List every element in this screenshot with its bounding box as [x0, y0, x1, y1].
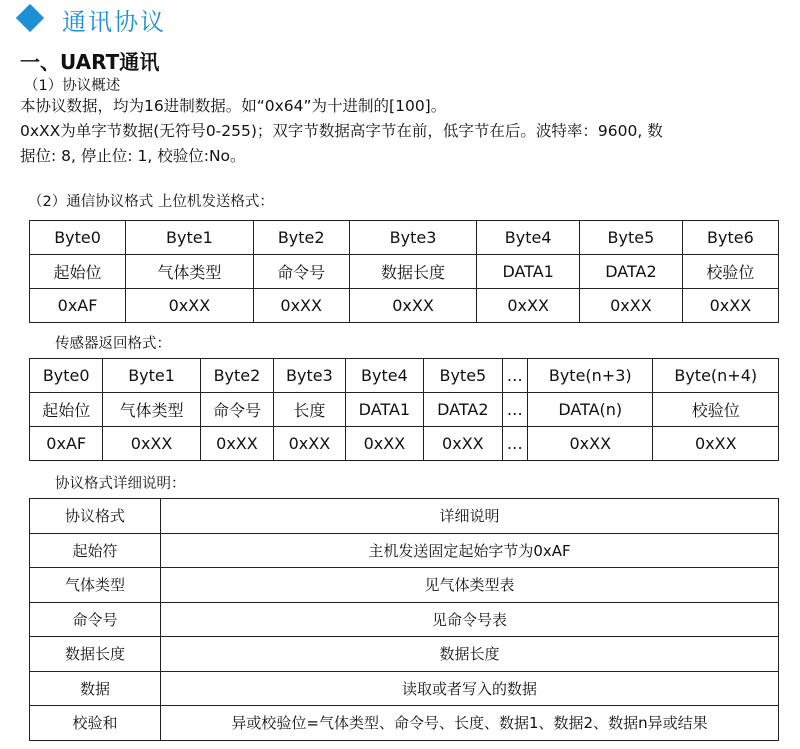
- table-cell: 起始位: [30, 393, 103, 427]
- table-cell: 数据: [30, 671, 161, 706]
- diamond-icon: [16, 4, 44, 32]
- table-cell: 0xXX: [200, 427, 273, 461]
- table-cell: Byte(n+4): [653, 359, 779, 393]
- table-cell: 气体类型: [30, 568, 161, 603]
- table-cell: Byte1: [126, 221, 254, 255]
- table-cell: 0xXX: [349, 289, 477, 323]
- table-cell: Byte4: [345, 359, 423, 393]
- send-format-table: [29, 220, 779, 323]
- table-cell: 0xXX: [253, 289, 349, 323]
- table-cell: Byte5: [424, 359, 502, 393]
- table-cell: 命令号: [253, 255, 349, 289]
- section-heading: 一、UART通讯: [20, 50, 160, 74]
- table-cell: 命令号: [30, 602, 161, 637]
- table-row: [30, 221, 779, 255]
- table-cell: 0xXX: [580, 289, 683, 323]
- table-cell: 0xXX: [345, 427, 423, 461]
- table-row: [30, 255, 779, 289]
- table-cell: 读取或者写入的数据: [161, 671, 779, 706]
- table-cell: DATA2: [424, 393, 502, 427]
- table-cell: DATA1: [345, 393, 423, 427]
- table-cell: 0xXX: [528, 427, 653, 461]
- table-cell: DATA(n): [528, 393, 653, 427]
- table-cell: 气体类型: [126, 255, 254, 289]
- table-cell: Byte0: [30, 359, 103, 393]
- return-format-heading: 传感器返回格式：: [55, 336, 171, 352]
- table-row: [30, 637, 779, 672]
- table-cell: 数据长度: [349, 255, 477, 289]
- overview-line-1: 本协议数据，均为16进制数据。如“0x64”为十进制的[100]。: [20, 97, 447, 115]
- table-row: [30, 602, 779, 637]
- table-row: [30, 427, 779, 461]
- page-title: 通讯协议: [62, 8, 166, 36]
- table-cell: …: [502, 393, 527, 427]
- table-cell: 命令号: [200, 393, 273, 427]
- table-cell: 数据长度: [161, 637, 779, 672]
- table-cell: 见气体类型表: [161, 568, 779, 603]
- return-format-table: [29, 358, 779, 461]
- table-row: [30, 706, 779, 741]
- table-cell: …: [502, 427, 527, 461]
- table-row: [30, 499, 779, 534]
- table-cell: Byte0: [30, 221, 126, 255]
- format-heading: （2）通信协议格式 上位机发送格式：: [28, 194, 274, 210]
- table-cell: 校验位: [653, 393, 779, 427]
- table-cell: 0xXX: [653, 427, 779, 461]
- table-row: [30, 533, 779, 568]
- table-cell: 0xXX: [682, 289, 778, 323]
- overview-heading: （1）协议概述: [24, 78, 121, 94]
- table-cell: 数据长度: [30, 637, 161, 672]
- table-cell: Byte3: [274, 359, 346, 393]
- table-cell: 0xXX: [477, 289, 580, 323]
- table-cell: DATA2: [580, 255, 683, 289]
- table-cell: 起始符: [30, 533, 161, 568]
- table-row: [30, 671, 779, 706]
- table-cell: 长度: [274, 393, 346, 427]
- table-cell: 见命令号表: [161, 602, 779, 637]
- overview-line-3: 据位: 8, 停止位: 1, 校验位:No。: [20, 147, 246, 165]
- table-cell: …: [502, 359, 527, 393]
- table-cell: 0xXX: [274, 427, 346, 461]
- table-row: [30, 289, 779, 323]
- table-cell: 异或校验位=气体类型、命令号、长度、数据1、数据2、数据n异或结果: [161, 706, 779, 741]
- detail-heading: 协议格式详细说明：: [55, 476, 186, 492]
- table-cell: Byte2: [253, 221, 349, 255]
- table-cell: Byte3: [349, 221, 477, 255]
- table-cell: 0xAF: [30, 289, 126, 323]
- table-cell: Byte2: [200, 359, 273, 393]
- table-cell: 协议格式: [30, 499, 161, 534]
- table-cell: 详细说明: [161, 499, 779, 534]
- table-row: [30, 568, 779, 603]
- table-cell: 0xXX: [103, 427, 200, 461]
- table-cell: Byte6: [682, 221, 778, 255]
- table-cell: 0xXX: [126, 289, 254, 323]
- table-cell: Byte5: [580, 221, 683, 255]
- table-row: [30, 359, 779, 393]
- table-cell: 0xAF: [30, 427, 103, 461]
- table-cell: DATA1: [477, 255, 580, 289]
- table-cell: 校验和: [30, 706, 161, 741]
- table-row: [30, 393, 779, 427]
- overview-line-2: 0xXX为单字节数据(无符号0-255)；双字节数据高字节在前，低字节在后。波特率：9600, 数: [20, 122, 663, 140]
- table-cell: Byte1: [103, 359, 200, 393]
- table-cell: 校验位: [682, 255, 778, 289]
- protocol-detail-table: [29, 498, 779, 741]
- table-cell: Byte(n+3): [528, 359, 653, 393]
- table-cell: 气体类型: [103, 393, 200, 427]
- table-cell: 0xXX: [424, 427, 502, 461]
- table-cell: Byte4: [477, 221, 580, 255]
- table-cell: 主机发送固定起始字节为0xAF: [161, 533, 779, 568]
- table-cell: 起始位: [30, 255, 126, 289]
